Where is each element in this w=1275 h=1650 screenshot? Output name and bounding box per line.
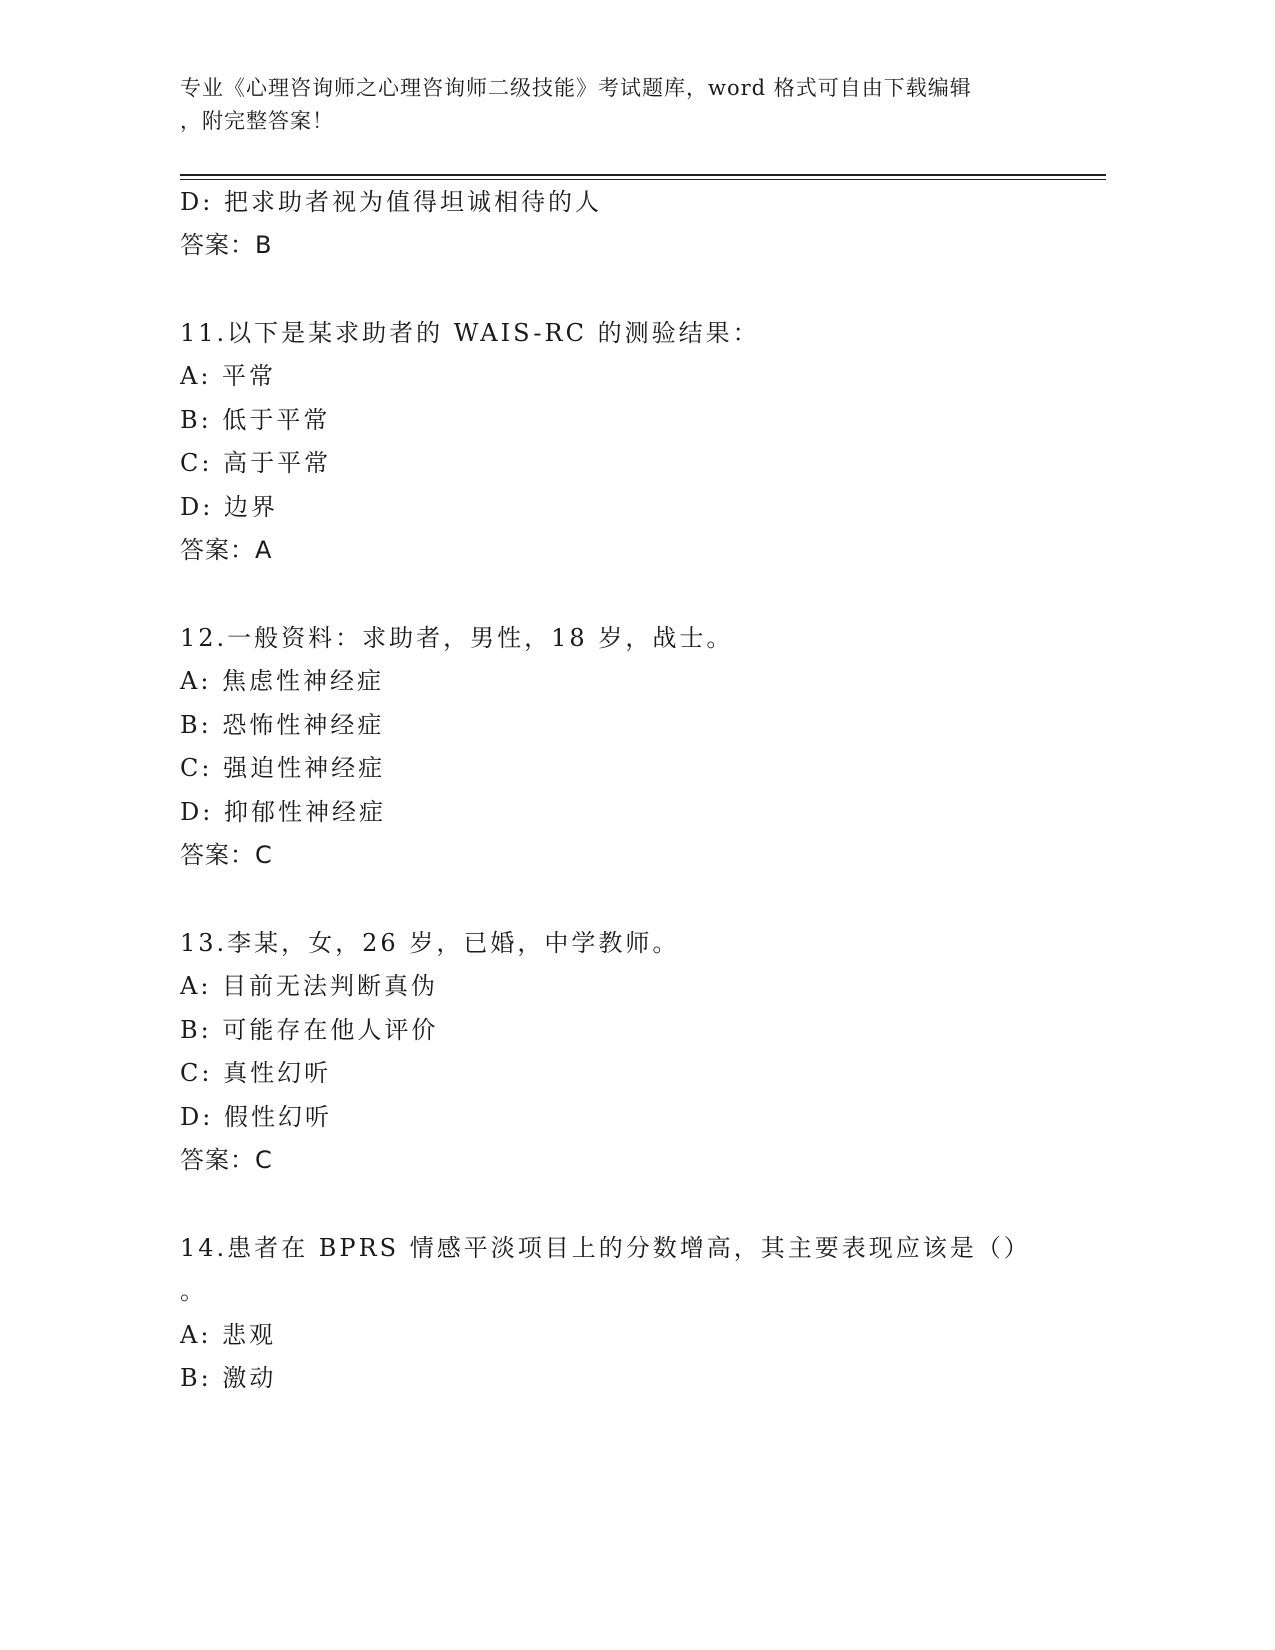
q11-option-a: A: 平常	[180, 362, 277, 390]
q13-option-c: C: 真性幻听	[180, 1059, 332, 1087]
q11-option-c: C: 高于平常	[180, 449, 332, 477]
q12-option-a: A: 焦虑性神经症	[180, 667, 385, 695]
q12-stem: 12.一般资料：求助者，男性，18 岁，战士。	[180, 624, 734, 652]
q12-option-b: B: 恐怖性神经症	[180, 711, 385, 739]
q13-answer: 答案：C	[180, 1146, 273, 1174]
header-line-2: ，附完整答案！	[180, 109, 334, 133]
q11-answer: 答案：A	[180, 536, 273, 564]
q13-option-a: A: 目前无法判断真伪	[180, 972, 439, 1000]
prev-option-d: D: 把求助者视为值得坦诚相待的人	[180, 188, 602, 216]
q13-stem: 13.李某，女，26 岁，已婚，中学教师。	[180, 929, 680, 957]
q11-option-d: D: 边界	[180, 493, 278, 521]
header-divider-bottom	[180, 179, 1106, 181]
q11-stem: 11.以下是某求助者的 WAIS-RC 的测验结果：	[180, 319, 760, 347]
q14-option-a: A: 悲观	[180, 1321, 277, 1349]
q12-option-c: C: 强迫性神经症	[180, 754, 386, 782]
header-divider-top	[180, 174, 1106, 176]
q14-option-b: B: 激动	[180, 1364, 277, 1392]
q13-option-b: B: 可能存在他人评价	[180, 1016, 439, 1044]
document-header	[180, 72, 1040, 138]
q14-stem: 14.患者在 BPRS 情感平淡项目上的分数增高，其主要表现应该是（）	[180, 1234, 1031, 1262]
q12-answer: 答案：C	[180, 841, 273, 869]
q12-option-d: D: 抑郁性神经症	[180, 798, 386, 826]
header-line-1: 专业《心理咨询师之心理咨询师二级技能》考试题库，word 格式可自由下载编辑	[180, 76, 972, 100]
q13-option-d: D: 假性幻听	[180, 1103, 332, 1131]
q14-stem-continuation: 。	[180, 1277, 207, 1305]
prev-answer: 答案：B	[180, 231, 273, 259]
q11-option-b: B: 低于平常	[180, 406, 331, 434]
